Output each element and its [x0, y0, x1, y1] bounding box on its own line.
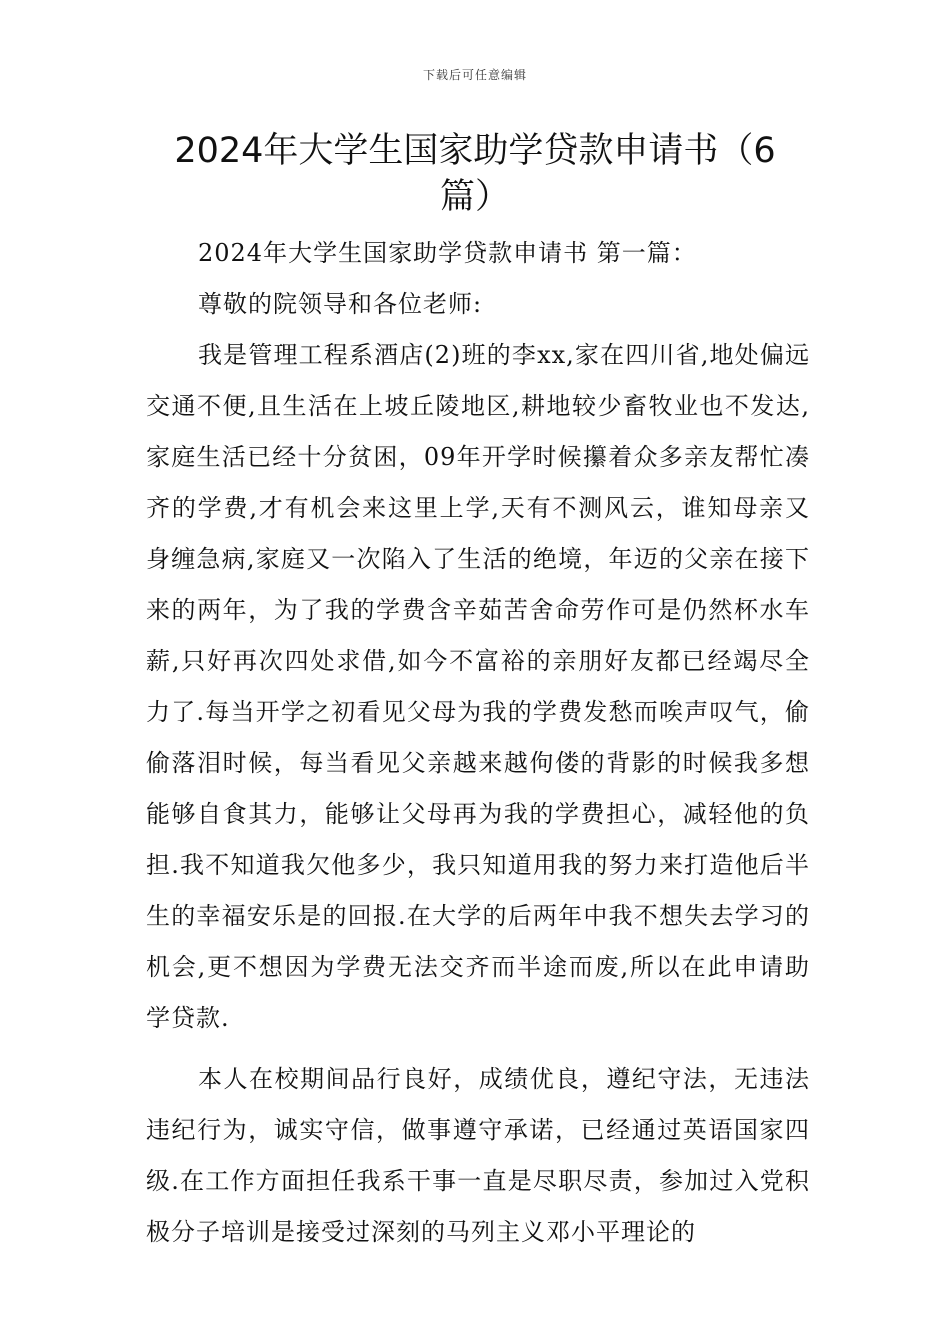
body-paragraph: 本人在校期间品行良好，成绩优良，遵纪守法，无违法违纪行为，诚实守信，做事遵守承诺，已经通过英语国家四级.在工作方面担任我系干事一直是尽职尽责，参加过入党积极分子培训是接受过深刻的马列主义邓小平理论的: [146, 1065, 810, 1246]
salutation: 尊敬的院领导和各位老师:: [198, 290, 483, 318]
document-title: 2024年大学生国家助学贷款申请书（6篇）: [174, 131, 776, 217]
document-body: [146, 228, 810, 1258]
section-heading: 2024年大学生国家助学贷款申请书 第一篇：: [198, 239, 697, 267]
body-paragraph: 我是管理工程系酒店(2)班的李xx,家在四川省,地处偏远交通不便,且生活在上坡丘陵地区,耕地较少畜牧业也不发达,家庭生活已经十分贫困，09年开学时候攥着众多亲友帮忙凑齐的学费,才有机会来这里上学,天有不测风云，谁知母亲又身缠急病,家庭又一次陷入了生活的绝境，年迈的父亲在接下来的两年，为了我的学费含辛茹苦舍命劳作可是仍然杯水车薪,只好再次四处求借,如今不富裕的亲朋好友都已经竭尽全力了.每当开学之初看见父母为我的学费发愁而唉声叹气，偷偷落泪时候，每当看见父亲越来越佝偻的背影的时候我多想能够自食其力，能够让父母再为我的学费担心，减轻他的负担.我不知道我欠他多少，我只知道用我的努力来打造他后半生的幸福安乐是的回报.在大学的后两年中我不想失去学习的机会,更不想因为学费无法交齐而半途而废,所以在此申请助学贷款.: [146, 341, 810, 1032]
header-note: 下载后可任意编辑: [422, 68, 527, 82]
